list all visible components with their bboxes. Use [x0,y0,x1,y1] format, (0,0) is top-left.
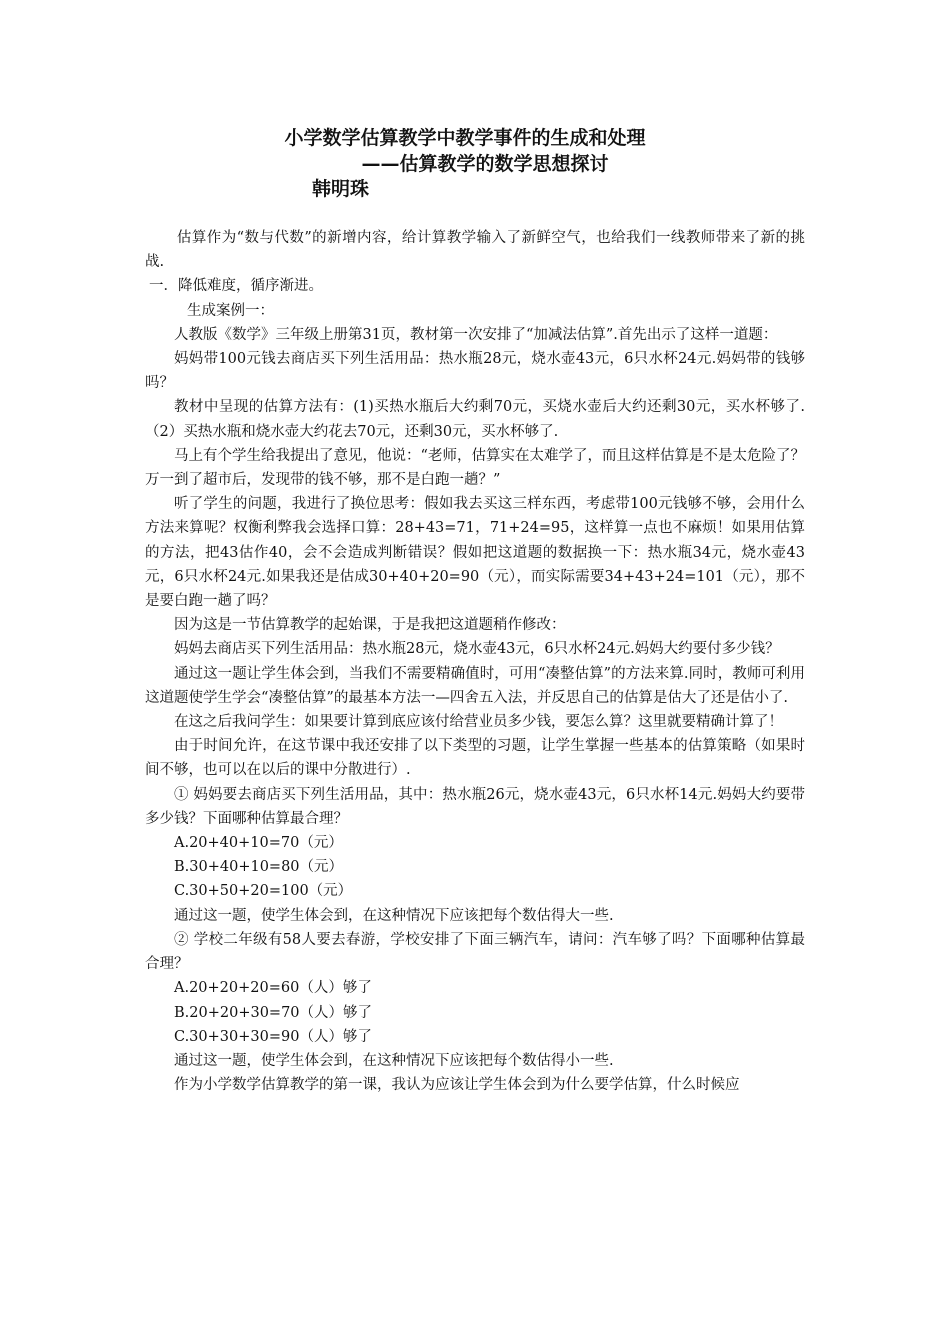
exercise-option: B.20+20+30=70（人）够了 [174,1004,373,1021]
paragraph: 估算作为“数与代数”的新增内容，给计算教学输入了新鲜空气，也给我们一线教师带来了新的挑战. [145,230,805,271]
paragraph: 通过这一题，使学生体会到，在这种情况下应该把每个数估得小一些. [174,1052,614,1069]
exercise-question: ② 学校二年级有58人要去春游，学校安排了下面三辆汽车，请问：汽车够了吗？下面哪种估算最合理？ [145,931,805,973]
exercise-option: B.30+40+10=80（元） [174,859,344,876]
paragraph: 人教版《数学》三年级上册第31页，教材第一次安排了“加减法估算”.首先出示了这样一道题： [174,326,778,343]
paragraph: 妈妈去商店买下列生活用品：热水瓶28元，烧水壶43元，6只水杯24元.妈妈大约要付多少钱？ [174,641,780,658]
document-subtitle: ——估算教学的数学思想探讨 [361,153,609,175]
paragraph: 妈妈带100元钱去商店买下列生活用品：热水瓶28元，烧水壶43元，6只水杯24元.妈妈带的钱够吗？ [145,351,805,392]
paragraph: 在这之后我问学生：如果要计算到底应该付给营业员多少钱，要怎么算？这里就要精确计算了！ [174,714,783,731]
paragraph: 听了学生的问题，我进行了换位思考：假如我去买这三样东西，考虑带100元钱够不够，会用什么方法来算呢？权衡利弊我会选择口算：28+43=71，71+24=95，这样算一点也不麻烦！如果用估算的方法，把43估作40，会不会造成判断错误？假如把这道题的数据换一下：热水瓶34元，烧水壶43元，6只水杯24元.如果我还是估成30+40+20=90（元），而实际需要34+43+24=101（元），那不是要白跑一趟了吗？ [145,496,805,610]
paragraph: 通过这一题，使学生体会到，在这种情况下应该把每个数估得大一些. [174,907,614,924]
paragraph: 因为这是一节估算教学的起始课，于是我把这道题稍作修改： [174,617,566,634]
paragraph: 作为小学数学估算教学的第一课，我认为应该让学生体会到为什么要学估算，什么时候应 [174,1077,740,1094]
paragraph: 通过这一题让学生体会到，当我们不需要精确值时，可用“凑整估算”的方法来算.同时，教师可利用这道题使学生学会“凑整估算”的最基本方法一—四舍五入法，并反思自己的估算是估大了还是估小了. [145,665,805,706]
section-heading: 一．降低难度，循序渐进。 [149,278,323,295]
paragraph: 教材中呈现的估算方法有：(1)买热水瓶后大约剩70元，买烧水壶后大约还剩30元，买水杯够了.（2）买热水瓶和烧水壶大约花去70元，还剩30元，买水杯够了. [145,399,805,440]
exercise-option: A.20+40+10=70（元） [174,835,343,852]
case-heading: 生成案例一： [187,302,274,319]
exercise-option: A.20+20+20=60（人）够了 [174,980,372,997]
paragraph: 由于时间允许，在这节课中我还安排了以下类型的习题，让学生掌握一些基本的估算策略（如果时间不够，也可以在以后的课中分散进行）. [145,738,805,779]
exercise-question: ① 妈妈要去商店买下列生活用品，其中：热水瓶26元，烧水壶43元，6只水杯14元.妈妈大约要带多少钱？下面哪种估算最合理？ [145,786,805,827]
paragraph: 马上有个学生给我提出了意见，他说：“老师，估算实在太难学了，而且这样估算是不是太危险了？万一到了超市后，发现带的钱不够，那不是白跑一趟？” [145,447,805,489]
exercise-option: C.30+50+20=100（元） [174,883,353,900]
document-author: 韩明珠 [312,178,370,200]
document-title: 小学数学估算教学中教学事件的生成和处理 [284,127,646,149]
document-body [145,226,805,1097]
exercise-option: C.30+30+30=90（人）够了 [174,1028,372,1045]
